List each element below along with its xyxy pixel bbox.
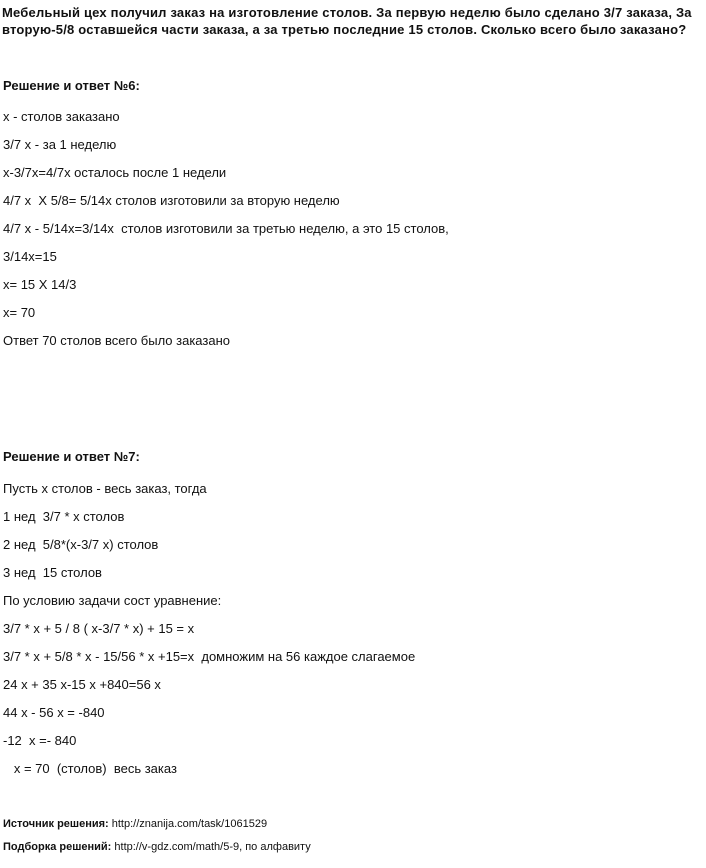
solution-6-answer: Ответ 70 столов всего было заказано [3, 333, 230, 348]
solution-6-line: 3/7 х - за 1 неделю [3, 137, 117, 152]
solution-6-line: 4/7 х - 5/14х=3/14х столов изготовили за третью неделю, а это 15 столов, [3, 221, 449, 236]
solution-6-line: х-3/7х=4/7х осталось после 1 недели [3, 165, 227, 180]
solution-7-line: 3/7 * х + 5 / 8 ( х-3/7 * х) + 15 = х [3, 621, 195, 636]
solution-7-line: По условию задачи сост уравнение: [3, 593, 222, 608]
solution-7-line: -12 х =- 840 [3, 733, 77, 748]
solution-7-line: 1 нед 3/7 * х столов [3, 509, 125, 524]
solution-6-heading: Решение и ответ №6: [3, 78, 140, 93]
source-line [3, 817, 267, 831]
solution-7-line: 24 х + 35 х-15 х +840=56 х [3, 677, 161, 692]
solution-7-line: 3/7 * х + 5/8 * х - 15/56 * х +15=х домножим на 56 каждое слагаемое [3, 649, 416, 664]
source-label: Источник решения: [3, 818, 109, 830]
solution-7-line: 2 нед 5/8*(х-3/7 х) столов [3, 537, 159, 552]
collection-label: Подборка решений: [3, 841, 112, 853]
solution-7-line: Пусть х столов - весь заказ, тогда [3, 481, 207, 496]
problem-statement: Мебельный цех получил заказ на изготовление столов. За первую неделю было сделано 3/7 заказа, За вторую-5/8 оставшейся части заказа, а за третью последние 15 столов. Сколько всего было заказано? [2, 5, 692, 37]
solution-7-heading: Решение и ответ №7: [3, 449, 140, 464]
source-value: http://znanija.com/task/1061529 [108, 818, 268, 830]
solution-6-line: 3/14х=15 [3, 249, 57, 264]
solution-6-line: х= 15 Х 14/3 [3, 277, 77, 292]
solution-6-line: х - столов заказано [3, 109, 120, 124]
collection-line [3, 840, 311, 854]
collection-value: http://v-gdz.com/math/5-9, по алфавиту [111, 841, 311, 853]
solution-6-line: 4/7 х Х 5/8= 5/14х столов изготовили за вторую неделю [3, 193, 340, 208]
solution-7-line: 3 нед 15 столов [3, 565, 102, 580]
solution-7-answer: х = 70 (столов) весь заказ [3, 761, 177, 776]
solution-6-line: х= 70 [3, 305, 36, 320]
solution-7-line: 44 х - 56 х = -840 [3, 705, 105, 720]
